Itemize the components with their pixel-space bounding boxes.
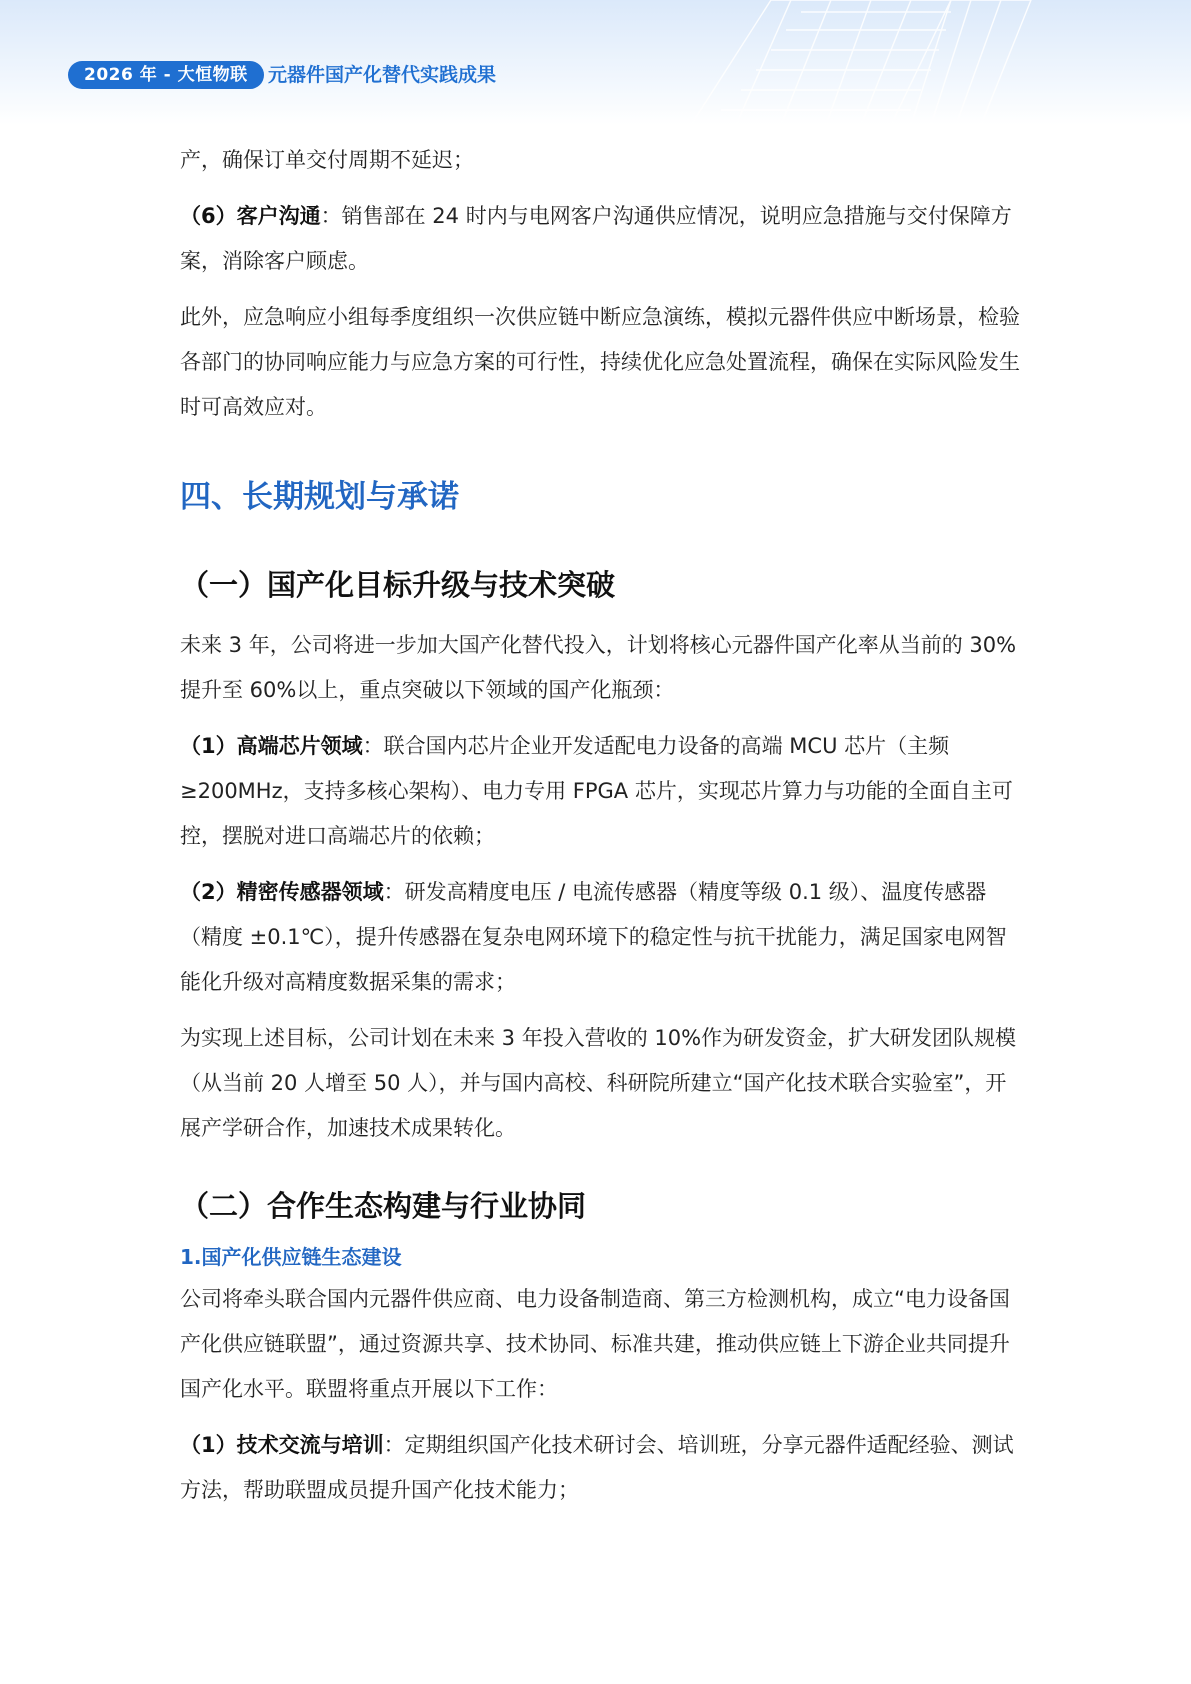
- item-lead: （1）高端芯片领域: [180, 734, 363, 758]
- item-text: ：销售部在 24 时内与电网客户沟通供应情况，说明应急措施与交付保障方案，消除客户顾虑。: [180, 204, 1012, 273]
- item-lead: （1）技术交流与培训: [180, 1433, 384, 1457]
- sub-subsection-heading: 1.国产化供应链生态建设: [180, 1245, 402, 1269]
- paragraph: 公司将牵头联合国内元器件供应商、电力设备制造商、第三方检测机构，成立“电力设备国产化供应链联盟”，通过资源共享、技术协同、标准共建，推动供应链上下游企业共同提升国产化水平。联盟将重点开展以下工作：: [180, 1287, 1010, 1401]
- paragraph: 未来 3 年，公司将进一步加大国产化替代投入，计划将核心元器件国产化率从当前的 30%提升至 60%以上，重点突破以下领域的国产化瓶颈：: [180, 633, 1017, 702]
- paragraph: 此外，应急响应小组每季度组织一次供应链中断应急演练，模拟元器件供应中断场景，检验各部门的协同响应能力与应急方案的可行性，持续优化应急处置流程，确保在实际风险发生时可高效应对。: [180, 305, 1020, 419]
- building-graphic-decoration: [651, 0, 1071, 125]
- item-lead: （2）精密传感器领域: [180, 880, 384, 904]
- paragraph-precision-sensors: [180, 870, 1020, 1005]
- header-badge: 2026 年 - 大恒物联: [68, 61, 264, 89]
- item-text: ：联合国内芯片企业开发适配电力设备的高端 MCU 芯片（主频≥200MHz，支持多核心架构）、电力专用 FPGA 芯片，实现芯片算力与功能的全面自主可控，摆脱对进口高端芯片的依赖；: [180, 734, 1013, 848]
- paragraph: 产，确保订单交付周期不延迟；: [180, 148, 474, 172]
- document-body: [180, 138, 1020, 1513]
- paragraph-customer-communication: [180, 194, 1020, 284]
- paragraph: 为实现上述目标，公司计划在未来 3 年投入营收的 10%作为研发资金，扩大研发团队规模（从当前 20 人增至 50 人），并与国内高校、科研院所建立“国产化技术联合实验室”，开展产学研合作，加速技术成果转化。: [180, 1026, 1017, 1140]
- page-header: [0, 0, 1191, 125]
- item-text: ：定期组织国产化技术研讨会、培训班，分享元器件适配经验、测试方法，帮助联盟成员提升国产化技术能力；: [180, 1433, 1014, 1502]
- item-lead: （6）客户沟通: [180, 204, 321, 228]
- subsection-heading: （一）国产化目标升级与技术突破: [180, 568, 616, 602]
- section-heading: 四、长期规划与承诺: [180, 479, 459, 515]
- subsection-heading: （二）合作生态构建与行业协同: [180, 1189, 587, 1223]
- paragraph-tech-exchange: [180, 1423, 1020, 1513]
- paragraph-high-end-chips: [180, 724, 1020, 859]
- item-text: ：研发高精度电压 / 电流传感器（精度等级 0.1 级）、温度传感器（精度 ±0.1℃），提升传感器在复杂电网环境下的稳定性与抗干扰能力，满足国家电网智能化升级对高精度数据采集的需求；: [180, 880, 1007, 994]
- header-title: 元器件国产化替代实践成果: [268, 64, 497, 86]
